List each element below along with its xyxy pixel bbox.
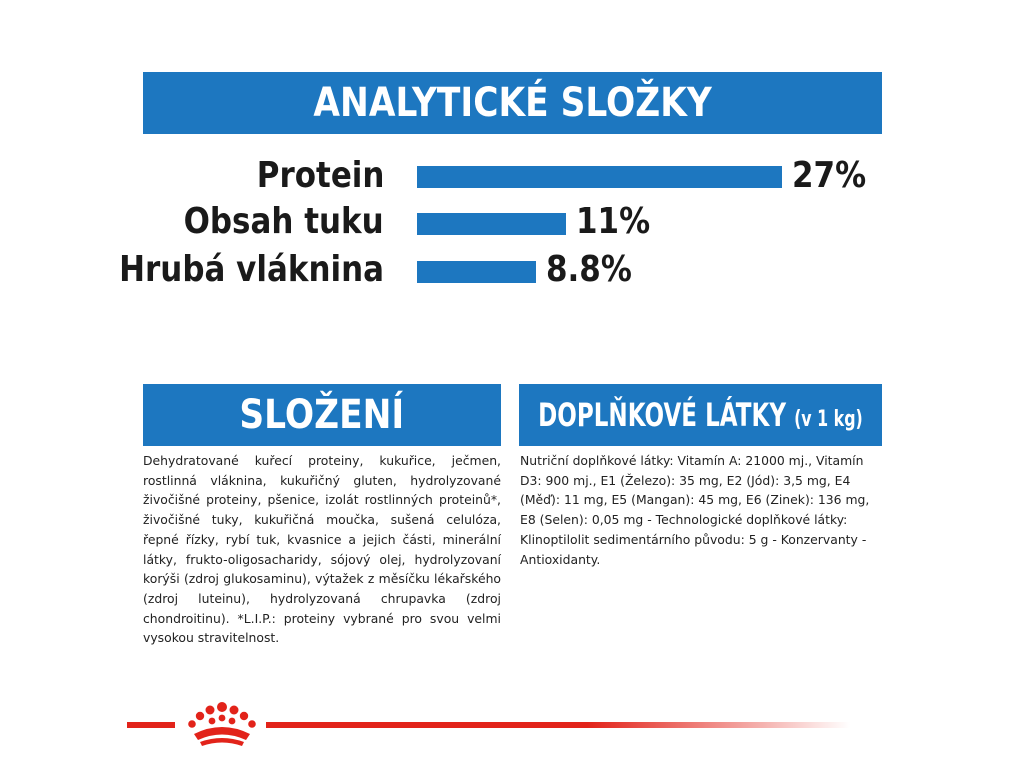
additives-title <box>538 396 863 434</box>
footer-line-right <box>266 722 850 728</box>
additives-text: Nutriční doplňkové látky: Vitamín A: 21000 mj., Vitamín D3: 900 mj., E1 (Železo): 35 mg, E2 (Jód): 3,5 mg, E4 (Měď): 11 mg, E5 (Mangan): 45 mg, E6 (Zinek): 136 mg, E8 (Selen): 0,05 mg - Technologické doplňkové látky: Klinoptilolit sedimentárního původu: 5 g - Konzervanty - Antioxidanty. <box>520 453 870 567</box>
analytic-label-fat: Obsah tuku <box>183 201 384 242</box>
analytic-value-fiber: 8.8% <box>546 249 632 290</box>
analytic-bar-protein <box>417 166 782 188</box>
analytic-bar-fiber <box>417 261 536 283</box>
analytic-header-band <box>143 72 882 134</box>
royal-canin-crown-icon <box>180 700 264 748</box>
analytic-value-protein: 27% <box>792 155 867 196</box>
analytic-value-fat: 11% <box>576 201 651 242</box>
footer-line-left <box>127 722 175 728</box>
analytic-label-protein: Protein <box>256 155 384 196</box>
composition-text: Dehydratované kuřecí proteiny, kukuřice, ječmen, rostlinná vláknina, kukuřičný gluten, hydrolyzované živočišné proteiny, pšenice, izolát rostlinných proteinů*, živočišné tuky, kukuřičná moučka, sušená celulóza, řepné řízky, rybí tuk, kvasnice a jejich části, minerální látky, frukto-oligosacharidy, sójový olej, hydrolyzovaní korýši (zdroj glukosaminu), výtažek z měsíčku lékařského (zdroj luteinu), hydrolyzovaná chrupavka (zdroj chondroitinu). *L.I.P.: proteiny vybrané pro svou velmi vysokou stravitelnost. <box>143 453 501 646</box>
analytic-bar-fat <box>417 213 566 235</box>
composition-header-band <box>143 384 501 446</box>
additives-title-suffix: (v 1 kg) <box>794 407 863 432</box>
additives-header-band <box>519 384 882 446</box>
analytic-header-title: ANALYTICKÉ SLOŽKY <box>313 80 712 126</box>
composition-title: SLOŽENÍ <box>239 392 405 438</box>
analytic-label-fiber: Hrubá vláknina <box>119 249 384 290</box>
additives-title-main: DOPLŇKOVÉ LÁTKY <box>538 396 787 434</box>
